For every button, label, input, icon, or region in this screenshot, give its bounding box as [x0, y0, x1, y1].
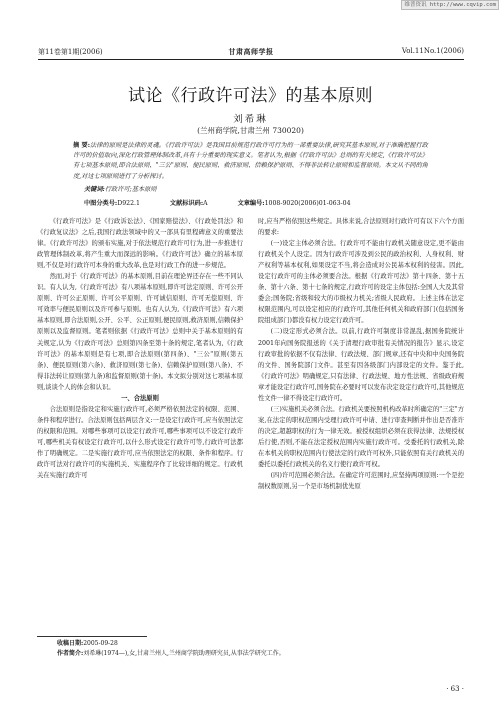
paragraph: (三)实施机关必须合法。行政机关要按照机构改革时所确定的"三定"方案,在法定的职权范围内受理行政许可申请、进行审查判断并作出是否准许的决定,超越职权的行为一律无效。被授权组织必须在获得法律、法规授权后行使,否则,不能在法定授权范围内实施行政许可。受委托的行政机关,除在本机关的职权范围内行使法定的行政许可权外,只能依照有关行政机关的委托以委托行政机关的名义行使行政许可权。: [258, 405, 464, 469]
running-header: [38, 47, 464, 59]
volume-info-en: Vol.11No.1(2006): [401, 47, 464, 55]
received-date: 2005-09-28: [83, 640, 118, 647]
keywords: [84, 184, 156, 193]
keywords-label: 关键词:: [84, 186, 105, 193]
paragraph: 《行政许可法》是《行政诉讼法》、《国家赔偿法》、《行政处罚法》和《行政复议法》之后,我国行政法领域中的又一部具有里程碑意义的重要法律。《行政许可法》的颁布实施,对于依法规范行政许可行为,进一步推进行政管理体制改革,将产生重大而深远的影响。《行政许可法》确立的基本原则,不仅是对行政许可本身的重大改革,也是对行政工作的进一步规范。: [37, 218, 243, 270]
classification-line: [84, 198, 379, 207]
section-heading: 一、合法原则: [121, 394, 159, 402]
watermark: 维普资讯 http://www.cqvip.com: [401, 0, 499, 10]
journal-name: 甘肃高师学报: [228, 47, 274, 56]
keywords-text: 行政许可;基本原则: [104, 186, 157, 193]
left-column: [37, 216, 243, 631]
clc-value: D922.1: [117, 200, 140, 207]
abstract-label: 摘 要:: [73, 142, 90, 149]
article-id-label: 文章编号:: [237, 200, 265, 207]
abstract: [73, 141, 428, 182]
article-author: 刘希琳: [233, 114, 268, 125]
doc-code-label: 文献标识码:: [169, 200, 204, 207]
header-rule: [38, 59, 464, 60]
doc-code-value: A: [203, 200, 208, 207]
author-affiliation: (兰州商学院,甘肃兰州 730020): [197, 126, 304, 135]
author-bio-label: 作者简介:: [57, 650, 84, 657]
right-column: [258, 216, 464, 631]
footnote-rule: [37, 636, 147, 637]
footnotes: [57, 639, 285, 659]
paragraph: (一)设定主体必须合法。行政许可不能由行政机关随意设定,更不能由行政机关个人设定。因为行政许可涉及到公民的政治权利、人身权利、财产权利等基本权利,如果设定不当,将会造成对公民基本权利的侵害。因此,设定行政许可的主体必须要合法。根据《行政许可法》第十四条、第十五条、第十六条、第十七条的规定,行政许可的设定主体包括:全国人大及其常委会;国务院;省级和较大的市级权力机关;省级人民政府。上述主体在法定权限范围内,可以设定相应的行政许可,其他任何机关和政府部门(包括国务院组成部门)都没有权力设定行政许可。: [258, 240, 464, 325]
article-id-value: 1008-9020(2006)01-063-04: [264, 200, 351, 207]
volume-info: 第11卷第1期(2006): [38, 48, 103, 56]
author-bio: 刘希琳(1974—),女,甘肃兰州人,兰州商学院助理研究员,从事法学研究工作。: [83, 650, 285, 657]
article-title: 试论《行政许可法》的基本原则: [128, 86, 373, 106]
paragraph: 然而,对于《行政许可法》的基本原则,目前在理论界还存在一些不同认识。有人认为,《行政许可法》有八项基本原则,即许可法定原则、许可公开原则、许可公正原则、许可公平原则、许可诚信原则、许可无偿原则、许可效率与便民原则以及许可参与原则。也有人认为,《行政许可法》有六项基本原则,即合法原则,公开、公平、公正原则,便民原则,救济原则,信赖保护原则以及监督原则。笔者则依据《行政许可法》总则中关于基本原则的有关规定,认为《行政许可法》总则第四条至第十条的规定,笔者认为,《行政许可法》的基本原则是有七项,即合法原则(第四条)、"三公"原则(第五条)、便民原则(第六条)、救济原则(第七条)、信赖保护原则(第八条)、不得非法转让原则(第九条)和监督原则(第十条)。本文拟分别对这七项基本原则,谈谈个人的体会和认识。: [37, 273, 243, 391]
paragraph: (二)设定形式必须合法。以前,行政许可制度非常混乱,据国务院统计2001年向国务院报送的《关于清理行政审批有关情况的报告》显示,设定行政审批的依据不仅有法律、行政法规、部门规章,还有中央和中央国务院的文件、国务院部门文件。甚至有因各级部门内部设定的文件。鉴于此,《行政许可法》明确规定,只有法律、行政法规、地方性法规、省级政府规章才能设定行政许可,国务院在必要时可以发布决定设定行政许可,其他规范性文件一律不得设定行政许可。: [258, 328, 464, 402]
paragraph: 合法原则是指设定和实施行政许可,必须严格依照法定的权限、范围、条件和程序进行。合法原则包括两层含义:一是设定行政许可,应当依照法定的权限和范围。对哪些事项可以设定行政许可,哪些事项可以不设定行政许可,哪些机关有权设定行政许可,以什么形式设定行政许可等,行政许可法都作了明确规定。二是实施行政许可,应当依照法定的权限、条件和程序。行政许可法对行政许可的实施机关、实施程序作了比较详细的规定。行政机关在实施行政许可: [37, 405, 243, 480]
clc-label: 中图分类号:: [84, 200, 118, 207]
page-number: · 63 ·: [446, 685, 464, 693]
abstract-text: 法律的原则是法律的灵魂。《行政许可法》是我国目前规范行政许可行为的一部重要法律,研究其基本原则,对于准确把握行政许可的价值取向,深化行政管理体制改革,具有十分重要的现实意义。笔者认为,根据《行政许可法》总则的有关规定,《行政许可法》有七项基本原则,即合法原则、"三公"原则、便民原则、救济原则、信赖保护原则、不得非法转让原则和监督原则。本文从不同的角度,对这七项原则进行了分析探讨。: [73, 142, 428, 180]
paragraph: 时,应当严格依照这些规定。具体来说,合法原则对行政许可有以下六个方面的要求:: [258, 218, 464, 237]
received-label: 收稿日期:: [57, 640, 84, 647]
paragraph: (四)许可范围必须合法。在确定许可范围时,应坚持两项原则:一个是控制权数原则,另一个是市场机制优先原: [258, 472, 464, 491]
